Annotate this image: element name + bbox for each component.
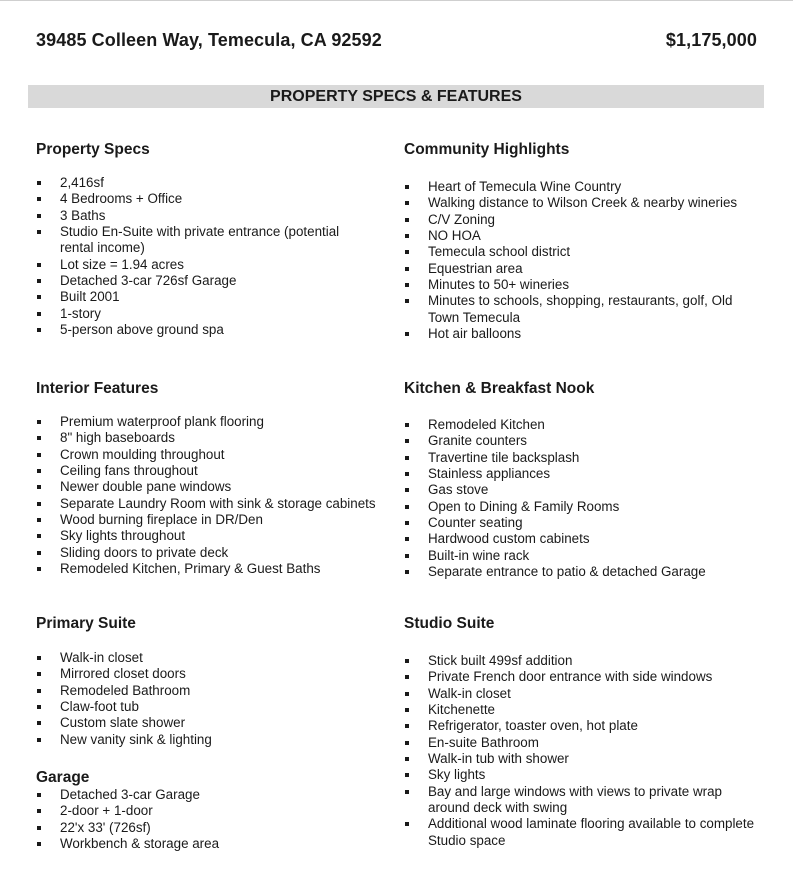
list-item: En-suite Bathroom xyxy=(404,735,760,751)
interior-features-list xyxy=(36,414,376,577)
property-price: $1,175,000 xyxy=(665,30,757,50)
list-item: Stick built 499sf addition xyxy=(404,653,760,669)
list-item: Sky lights xyxy=(404,767,760,783)
list-item: Temecula school district xyxy=(404,244,760,260)
list-item: Remodeled Kitchen, Primary & Guest Baths xyxy=(36,561,376,577)
garage-title: Garage xyxy=(36,769,90,786)
list-item: Travertine tile backsplash xyxy=(404,450,760,466)
list-item: Detached 3-car Garage xyxy=(36,787,376,803)
list-item: Built-in wine rack xyxy=(404,548,760,564)
list-item: Walk-in closet xyxy=(36,650,376,666)
community-highlights-title: Community Highlights xyxy=(404,141,570,158)
list-item: Workbench & storage area xyxy=(36,836,376,852)
list-item: Open to Dining & Family Rooms xyxy=(404,499,760,515)
community-highlights-list xyxy=(404,179,760,342)
property-specs-title: Property Specs xyxy=(36,141,150,158)
list-item: NO HOA xyxy=(404,228,760,244)
list-item: Remodeled Bathroom xyxy=(36,683,376,699)
list-item: Private French door entrance with side windows xyxy=(404,669,760,685)
list-item: Counter seating xyxy=(404,515,760,531)
list-item: 5-person above ground spa xyxy=(36,322,376,338)
list-item: 3 Baths xyxy=(36,208,376,224)
list-item: 1-story xyxy=(36,306,376,322)
property-address: 39485 Colleen Way, Temecula, CA 92592 xyxy=(36,30,382,50)
list-item: Granite counters xyxy=(404,433,760,449)
list-item: Sliding doors to private deck xyxy=(36,545,376,561)
list-item: Walking distance to Wilson Creek & nearby wineries xyxy=(404,195,760,211)
list-item: Custom slate shower xyxy=(36,715,376,731)
studio-suite-list xyxy=(404,653,760,849)
interior-features-title: Interior Features xyxy=(36,380,159,397)
top-rule xyxy=(0,0,793,1)
list-item: Claw-foot tub xyxy=(36,699,376,715)
list-item: Equestrian area xyxy=(404,261,760,277)
list-item: Newer double pane windows xyxy=(36,479,376,495)
property-specs-list xyxy=(36,175,376,338)
list-item: Remodeled Kitchen xyxy=(404,417,760,433)
list-item: C/V Zoning xyxy=(404,212,760,228)
list-item: Minutes to schools, shopping, restaurants, golf, Old Town Temecula xyxy=(404,293,760,326)
list-item: Wood burning fireplace in DR/Den xyxy=(36,512,376,528)
list-item: Kitchenette xyxy=(404,702,760,718)
list-item: Crown moulding throughout xyxy=(36,447,376,463)
kitchen-title: Kitchen & Breakfast Nook xyxy=(404,380,595,397)
list-item: Minutes to 50+ wineries xyxy=(404,277,760,293)
list-item: 2,416sf xyxy=(36,175,376,191)
list-item: New vanity sink & lighting xyxy=(36,732,376,748)
list-item: Separate Laundry Room with sink & storage cabinets xyxy=(36,496,376,512)
list-item: 2-door + 1-door xyxy=(36,803,376,819)
list-item: Lot size = 1.94 acres xyxy=(36,257,376,273)
list-item: Detached 3-car 726sf Garage xyxy=(36,273,376,289)
list-item: 8" high baseboards xyxy=(36,430,376,446)
list-item: 4 Bedrooms + Office xyxy=(36,191,376,207)
list-item: Hardwood custom cabinets xyxy=(404,531,760,547)
list-item: Heart of Temecula Wine Country xyxy=(404,179,760,195)
primary-suite-title: Primary Suite xyxy=(36,615,136,632)
list-item: Refrigerator, toaster oven, hot plate xyxy=(404,718,760,734)
list-item: Bay and large windows with views to private wrap around deck with swing xyxy=(404,784,760,817)
studio-suite-title: Studio Suite xyxy=(404,615,495,632)
list-item: Walk-in tub with shower xyxy=(404,751,760,767)
list-item: Separate entrance to patio & detached Garage xyxy=(404,564,760,580)
list-item: Walk-in closet xyxy=(404,686,760,702)
list-item: Gas stove xyxy=(404,482,760,498)
primary-suite-list xyxy=(36,650,376,748)
list-item: Additional wood laminate flooring available to complete Studio space xyxy=(404,816,760,849)
list-item: Sky lights throughout xyxy=(36,528,376,544)
list-item: Premium waterproof plank flooring xyxy=(36,414,376,430)
list-item: Studio En-Suite with private entrance (potential rental income) xyxy=(36,224,376,257)
section-banner: PROPERTY SPECS & FEATURES xyxy=(28,85,764,108)
list-item: 22'x 33' (726sf) xyxy=(36,820,376,836)
garage-list xyxy=(36,787,376,852)
list-item: Built 2001 xyxy=(36,289,376,305)
list-item: Hot air balloons xyxy=(404,326,760,342)
kitchen-list xyxy=(404,417,760,580)
list-item: Stainless appliances xyxy=(404,466,760,482)
list-item: Mirrored closet doors xyxy=(36,666,376,682)
list-item: Ceiling fans throughout xyxy=(36,463,376,479)
